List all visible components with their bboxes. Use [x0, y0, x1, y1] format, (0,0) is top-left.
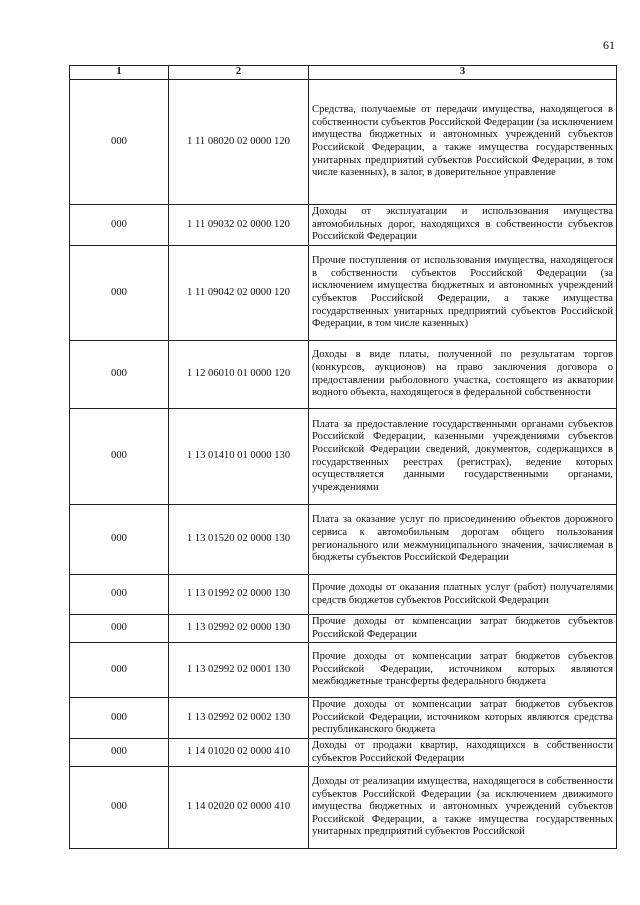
description-cell: Плата за оказание услуг по присоединению объектов дорожного сервиса к автомобильным дорогам общего пользования регионального или межмуниципального значения, зачисляемая в бюджеты субъектов Российской Федерации	[309, 505, 617, 575]
budget-code-cell: 1 11 09032 02 0000 120	[169, 205, 309, 246]
table-row	[70, 767, 617, 849]
admin-code-cell: 000	[70, 643, 169, 698]
description-cell: Доходы от реализации имущества, находящегося в собственности субъектов Российской Федерации (за исключением движимого имущества бюджетных и автономных учреждений субъектов Российской Федерации, а также имущества государственных унитарных предприятий субъектов Российской	[309, 767, 617, 849]
budget-code-cell: 1 14 02020 02 0000 410	[169, 767, 309, 849]
admin-code-cell: 000	[70, 80, 169, 205]
description-cell: Средства, получаемые от передачи имущества, находящегося в собственности субъектов Российской Федерации (за исключением имущества бюджетных и автономных учреждений субъектов Российской Федерации, а также имущества государственных унитарных предприятий субъектов Российской Федерации, в том числе казенных), в залог, в доверительное управление	[309, 80, 617, 205]
table-row	[70, 80, 617, 205]
admin-code-cell: 000	[70, 767, 169, 849]
table-row	[70, 205, 617, 246]
admin-code-cell: 000	[70, 505, 169, 575]
budget-code-cell: 1 13 02992 02 0001 130	[169, 643, 309, 698]
header-col-2: 2	[169, 66, 309, 80]
admin-code-cell: 000	[70, 575, 169, 615]
header-col-3: 3	[309, 66, 617, 80]
budget-code-cell: 1 13 01992 02 0000 130	[169, 575, 309, 615]
description-cell: Прочие доходы от оказания платных услуг (работ) получателями средств бюджетов субъектов Российской Федерации	[309, 575, 617, 615]
description-cell: Доходы в виде платы, полученной по результатам торгов (конкурсов, аукционов) на право заключения договора о предоставлении рыболовного участка, состоящего из акватории водного объекта, находящегося в федеральной собственности	[309, 341, 617, 409]
header-row	[70, 66, 617, 80]
table-row	[70, 615, 617, 643]
page-number: 61	[603, 38, 615, 52]
description-cell: Прочие поступления от использования имущества, находящегося в собственности субъектов Российской Федерации (за исключением имущества бюджетных и автономных учреждений субъектов Российской Федерации, а также имущества государственных унитарных предприятий субъектов Российской Федерации, в том числе казенных)	[309, 246, 617, 341]
table-header	[70, 66, 617, 80]
admin-code-cell: 000	[70, 409, 169, 505]
budget-code-cell: 1 12 06010 01 0000 120	[169, 341, 309, 409]
admin-code-cell: 000	[70, 739, 169, 767]
table-row	[70, 409, 617, 505]
admin-code-cell: 000	[70, 698, 169, 739]
table-row	[70, 246, 617, 341]
table-row	[70, 698, 617, 739]
table-row	[70, 505, 617, 575]
budget-code-cell: 1 13 01410 01 0000 130	[169, 409, 309, 505]
description-cell: Доходы от эксплуатации и использования имущества автомобильных дорог, находящихся в собственности субъектов Российской Федерации	[309, 205, 617, 246]
revenue-codes-table	[69, 65, 617, 849]
admin-code-cell: 000	[70, 341, 169, 409]
description-cell: Прочие доходы от компенсации затрат бюджетов субъектов Российской Федерации	[309, 615, 617, 643]
budget-code-cell: 1 13 02992 02 0002 130	[169, 698, 309, 739]
budget-code-cell: 1 11 09042 02 0000 120	[169, 246, 309, 341]
table-row	[70, 739, 617, 767]
budget-code-cell: 1 14 01020 02 0000 410	[169, 739, 309, 767]
header-col-1: 1	[70, 66, 169, 80]
admin-code-cell: 000	[70, 246, 169, 341]
table-row	[70, 341, 617, 409]
budget-code-cell: 1 13 02992 02 0000 130	[169, 615, 309, 643]
budget-code-cell: 1 11 08020 02 0000 120	[169, 80, 309, 205]
description-cell: Доходы от продажи квартир, находящихся в собственности субъектов Российской Федерации	[309, 739, 617, 767]
admin-code-cell: 000	[70, 205, 169, 246]
description-cell: Плата за предоставление государственными органами субъектов Российской Федерации, казенными учреждениями субъектов Российской Федерации сведений, документов, содержащихся в государственных реестрах (регистрах), ведение которых осуществляется данными государственными органами, учреждениями	[309, 409, 617, 505]
table-row	[70, 575, 617, 615]
admin-code-cell: 000	[70, 615, 169, 643]
budget-code-cell: 1 13 01520 02 0000 130	[169, 505, 309, 575]
table-body	[70, 80, 617, 849]
description-cell: Прочие доходы от компенсации затрат бюджетов субъектов Российской Федерации, источником которых являются средства республиканского бюджета	[309, 698, 617, 739]
table-row	[70, 643, 617, 698]
description-cell: Прочие доходы от компенсации затрат бюджетов субъектов Российской Федерации, источником которых являются межбюджетные трансферты федерального бюджета	[309, 643, 617, 698]
